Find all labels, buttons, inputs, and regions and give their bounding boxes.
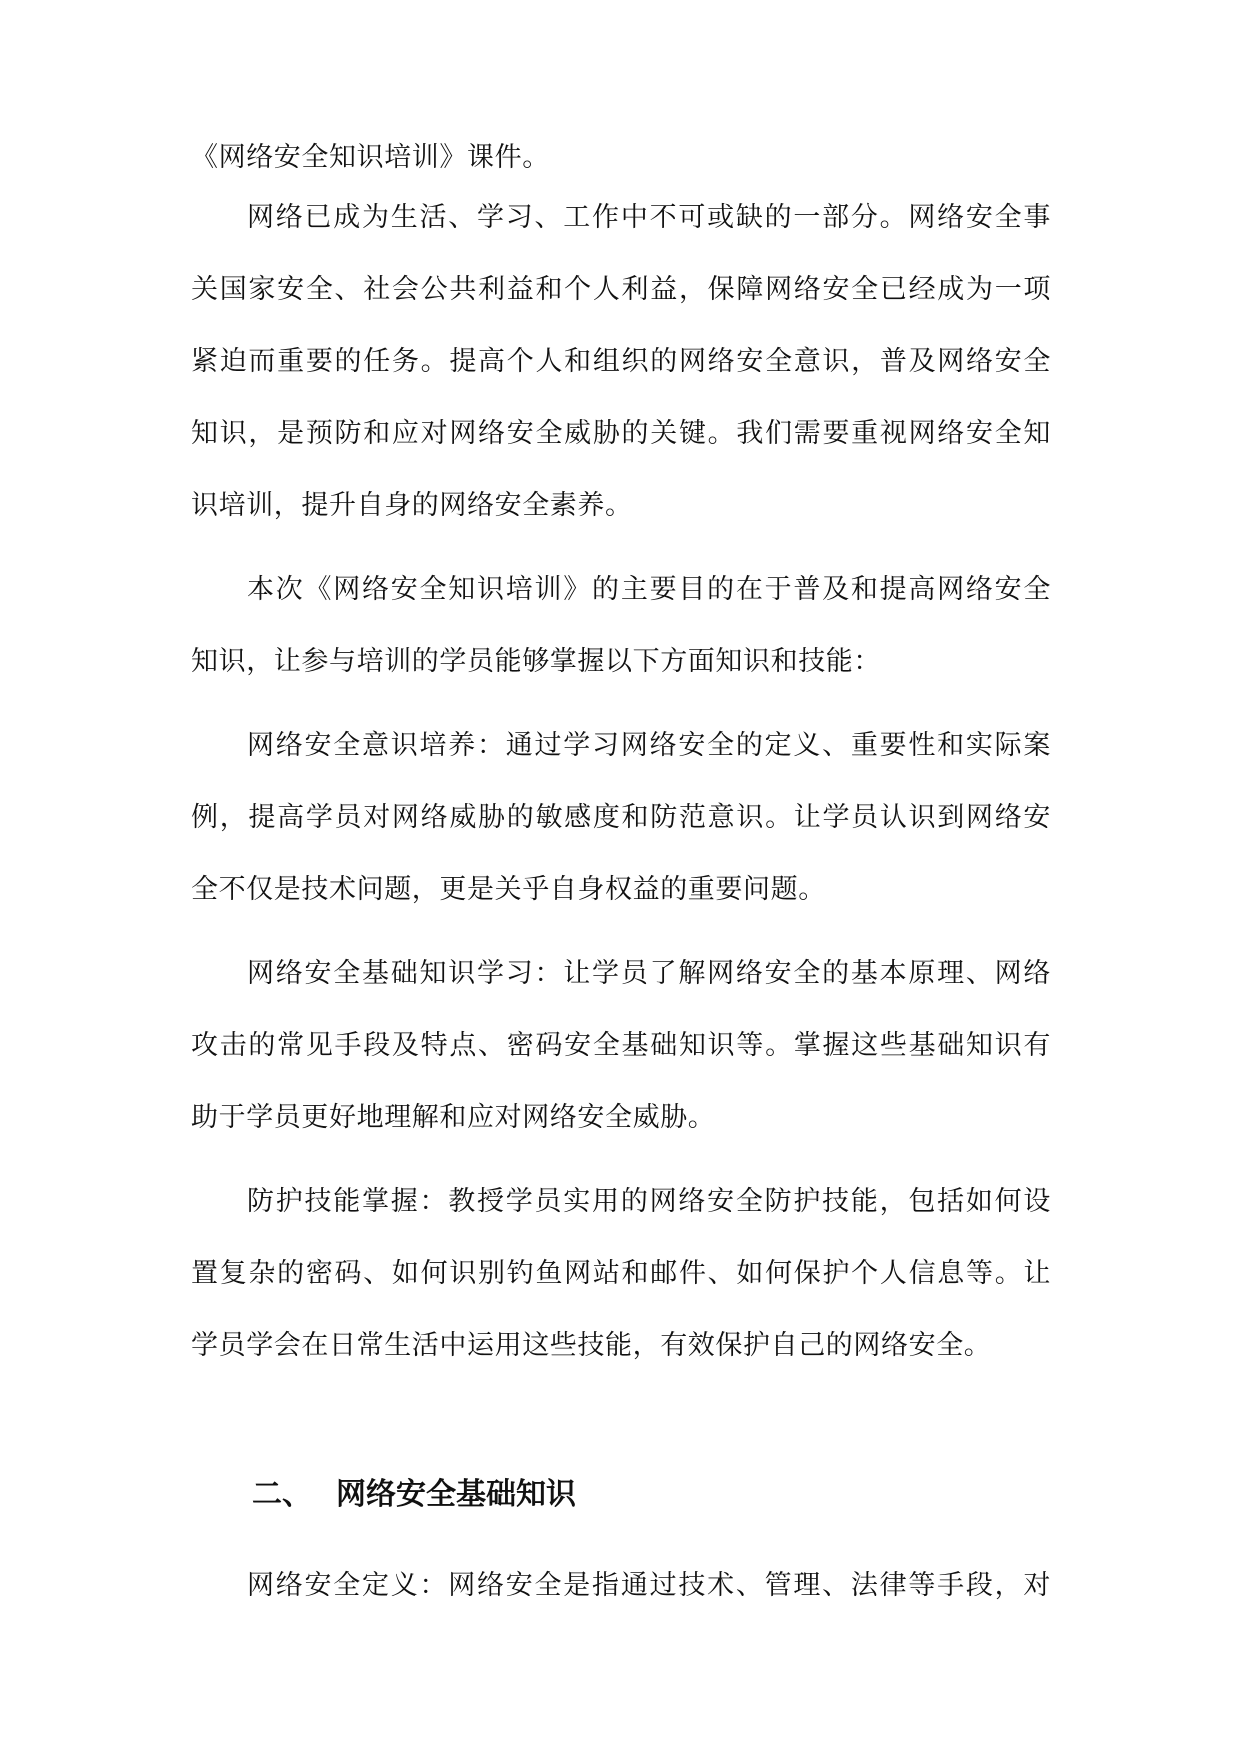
section-title: 网络安全基础知识 — [336, 1477, 576, 1512]
text-line: 知识，是预防和应对网络安全威胁的关键。我们需要重视网络安全知 — [191, 418, 1051, 449]
text-line: 紧迫而重要的任务。提高个人和组织的网络安全意识，普及网络安全 — [191, 346, 1051, 377]
text-line: 攻击的常见手段及特点、密码安全基础知识等。掌握这些基础知识有 — [191, 1030, 1051, 1061]
text-line: 置复杂的密码、如何识别钓鱼网站和邮件、如何保护个人信息等。让 — [191, 1258, 1051, 1289]
text-line: 网络安全定义：网络安全是指通过技术、管理、法律等手段，对 — [247, 1570, 1051, 1601]
text-line: 识培训，提升自身的网络安全素养。 — [191, 490, 633, 521]
text-line: 知识，让参与培训的学员能够掌握以下方面知识和技能： — [191, 646, 881, 677]
intro-line: 《网络安全知识培训》课件。 — [191, 142, 550, 173]
text-line: 例，提高学员对网络威胁的敏感度和防范意识。让学员认识到网络安 — [191, 802, 1051, 833]
text-line: 本次《网络安全知识培训》的主要目的在于普及和提高网络安全 — [247, 574, 1051, 605]
section-heading — [252, 1475, 576, 1515]
text-line: 网络安全意识培养：通过学习网络安全的定义、重要性和实际案 — [247, 730, 1051, 761]
text-line: 全不仅是技术问题，更是关乎自身权益的重要问题。 — [191, 874, 826, 905]
text-line: 助于学员更好地理解和应对网络安全威胁。 — [191, 1102, 716, 1133]
text-line: 学员学会在日常生活中运用这些技能，有效保护自己的网络安全。 — [191, 1330, 992, 1361]
text-line: 关国家安全、社会公共利益和个人利益，保障网络安全已经成为一项 — [191, 274, 1051, 305]
text-line: 网络安全基础知识学习：让学员了解网络安全的基本原理、网络 — [247, 958, 1051, 989]
section-number: 二、 — [252, 1477, 312, 1512]
text-line: 防护技能掌握：教授学员实用的网络安全防护技能，包括如何设 — [247, 1186, 1051, 1217]
text-line: 网络已成为生活、学习、工作中不可或缺的一部分。网络安全事 — [247, 202, 1051, 233]
